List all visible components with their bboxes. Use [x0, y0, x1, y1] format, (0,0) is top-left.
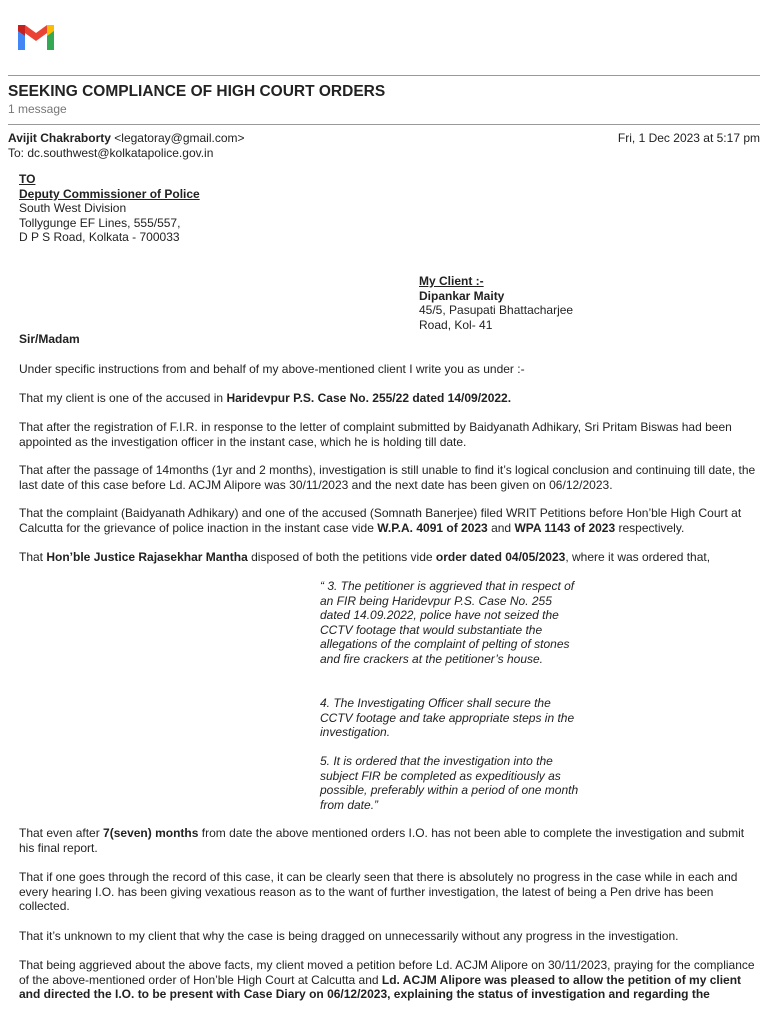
paragraph: That the complaint (Baidyanath Adhikary) and one of the accused (Somnath Banerjee) filed WRIT Petitions before Hon’ble High Court at Calcutta for the grievance of police inaction in the instant case vide W.P.A. 4091 of 2023 and WPA 1143 of 2023 respectively. [19, 506, 742, 535]
gmail-logo [16, 22, 56, 52]
paragraph: That being aggrieved about the above facts, my client moved a petition before Ld. ACJM Alipore on 30/11/2023, praying for the compliance of the above-mentioned order of Hon’ble High Court at Calcutta and Ld. ACJM Alipore was pleased to allow the petition of my client and directed the I.O. to be present with Case Diary on 06/12/2023, explaining the status of investigation and regarding the [19, 958, 755, 1002]
client-address-line: 45/5, Pasupati Bhattacharjee [419, 303, 574, 318]
sender-name: Avijit Chakraborty [8, 131, 111, 145]
message-count: 1 message [8, 102, 67, 116]
sender-email: <legatoray@gmail.com> [114, 131, 245, 145]
recipient-line: To: dc.southwest@kolkatapolice.gov.in [8, 146, 214, 160]
addressee-line: D P S Road, Kolkata - 700033 [19, 230, 180, 245]
paragraph: That it’s unknown to my client that why the case is being dragged on unnecessarily without any progress in the investigation. [19, 929, 679, 943]
paragraph: That even after 7(seven) months from date the above mentioned orders I.O. has not been able to complete the investigation and submit his final report. [19, 826, 745, 855]
client-name: Dipankar Maity [419, 288, 505, 303]
addressee-line: Tollygunge EF Lines, 555/557, [19, 215, 181, 230]
paragraph: That my client is one of the accused in Haridevpur P.S. Case No. 255/22 dated 14/09/2022. [19, 391, 512, 405]
court-order-quote: 5. It is ordered that the investigation into the subject FIR be completed as expeditiously as possible, preferably within a period of one month from date.” [320, 754, 579, 812]
client-label: My Client :- [419, 274, 484, 288]
court-order-quote: 4. The Investigating Officer shall secure the CCTV footage and take appropriate steps in the investigation. [320, 696, 575, 740]
sender-line [8, 131, 245, 145]
client-address-line: Road, Kol- 41 [419, 317, 493, 332]
header-divider [8, 75, 760, 76]
addressee-block [19, 172, 200, 245]
subject-divider [8, 124, 760, 125]
paragraph: That Hon’ble Justice Rajasekhar Mantha disposed of both the petitions vide order dated 04/05/2023, where it was ordered that, [19, 550, 711, 564]
email-date: Fri, 1 Dec 2023 at 5:17 pm [617, 131, 760, 145]
paragraph: That after the registration of F.I.R. in response to the letter of complaint submitted by Baidyanath Adhikary, Sri Pritam Biswas had been appointed as the investigation officer in the instant case, which he is holding till date. [19, 420, 732, 449]
addressee-line: South West Division [19, 201, 127, 216]
to-label: TO [19, 172, 36, 186]
paragraph: That if one goes through the record of this case, it can be clearly seen that there is absolutely no progress in the case while in each and every hearing I.O. has been giving vexatious reason as to the want of further investigation, the latest of being a Pen drive has been collected. [19, 870, 738, 914]
salutation: Sir/Madam [19, 332, 80, 346]
client-block [419, 274, 573, 332]
court-order-quote: “ 3. The petitioner is aggrieved that in respect of an FIR being Haridevpur P.S. Case No. 255 dated 14.09.2022, police have not seized the CCTV footage that would substantiate the allegations of the complaint of pelting of stones and fire crackers at the petitioner’s house. [320, 579, 575, 666]
email-subject: SEEKING COMPLIANCE OF HIGH COURT ORDERS [8, 83, 386, 100]
paragraph: That after the passage of 14months (1yr and 2 months), investigation is still unable to find it’s logical conclusion and continuing till date, the last date of this case before Ld. ACJM Alipore was 30/11/2023 and the next date has been given on 06/12/2023. [19, 463, 756, 492]
addressee-title: Deputy Commissioner of Police [19, 186, 200, 201]
paragraph: Under specific instructions from and behalf of my above-mentioned client I write you as under :- [19, 362, 525, 376]
